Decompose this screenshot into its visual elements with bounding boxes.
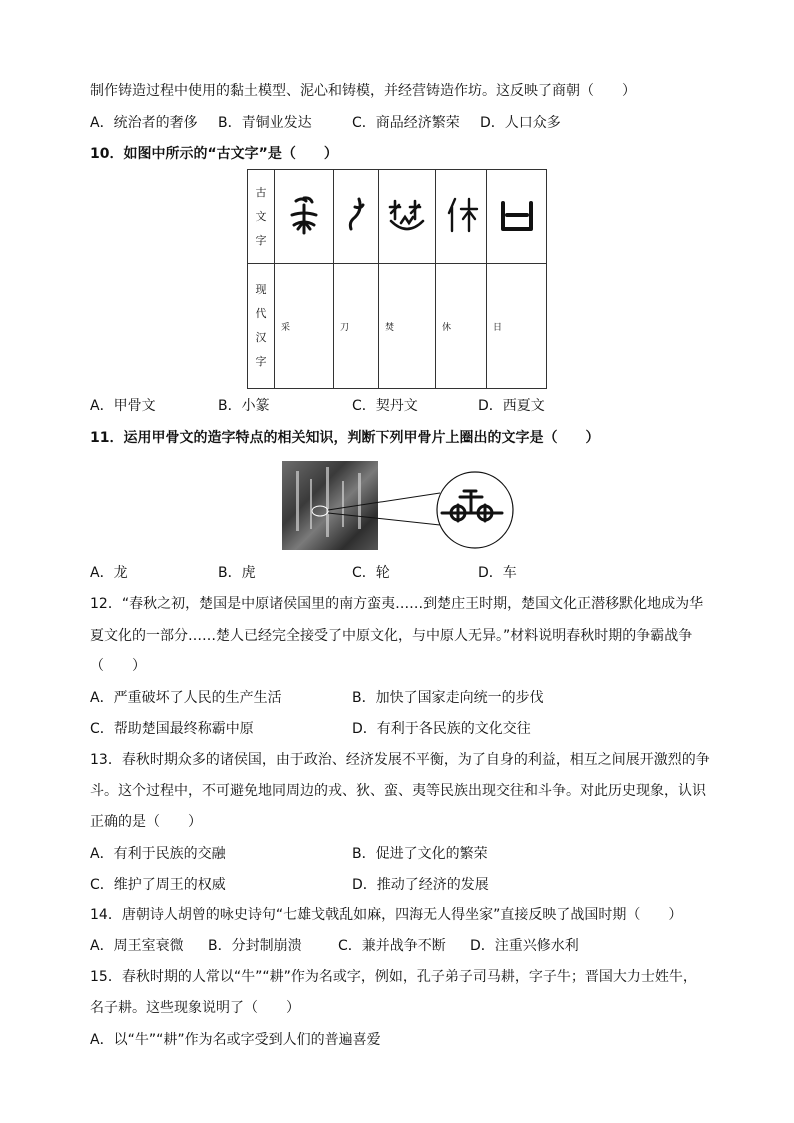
q13-stem-line2: 斗。这个过程中，不可避免地同周边的戎、狄、蛮、夷等民族出现交往和斗争。对此历史现象，认识 bbox=[90, 783, 706, 799]
q12-option-d: D．有利于各民族的文化交往 bbox=[352, 721, 531, 737]
q12-option-c: C．帮助楚国最终称霸中原 bbox=[90, 721, 254, 737]
row-label-modern: 现 代 汉 字 bbox=[248, 264, 275, 389]
q12-stem-line2: 夏文化的一部分……楚人已经完全接受了中原文化，与中原人无异。”材料说明春秋时期的争霸战争 bbox=[90, 628, 693, 644]
modern-char-fen: 焚 bbox=[379, 264, 436, 389]
q9-option-a: A．统治者的奢侈 bbox=[90, 115, 198, 131]
q13-stem-line3: 正确的是（ ） bbox=[90, 814, 202, 830]
q12-option-b: B．加快了国家走向统一的步伐 bbox=[352, 690, 544, 706]
q13-option-b: B．促进了文化的繁荣 bbox=[352, 846, 488, 862]
q10-option-a: A．甲骨文 bbox=[90, 398, 156, 414]
q13-stem-line1: 13．春秋时期众多的诸侯国，由于政治、经济发展不平衡，为了自身的利益，相互之间展开激烈的争 bbox=[90, 752, 710, 768]
row-label-ancient: 古 文 字 bbox=[248, 170, 275, 264]
q11-option-c: C．轮 bbox=[352, 565, 390, 581]
q15-option-a: A．以“牛”“耕”作为名或字受到人们的普遍喜爱 bbox=[90, 1032, 381, 1048]
modern-char-dao: 刀 bbox=[334, 264, 379, 389]
q12-option-a: A．严重破坏了人民的生产生活 bbox=[90, 690, 282, 706]
q13-option-a: A．有利于民族的交融 bbox=[90, 846, 226, 862]
q11-option-a: A．龙 bbox=[90, 565, 128, 581]
q9-option-d: D．人口众多 bbox=[480, 115, 561, 131]
glyph-ri-icon bbox=[487, 170, 547, 264]
q13-option-c: C．维护了周王的权威 bbox=[90, 877, 226, 893]
q10-option-d: D．西夏文 bbox=[478, 398, 545, 414]
modern-char-xiu: 休 bbox=[436, 264, 487, 389]
glyph-cai-icon bbox=[275, 170, 334, 264]
q11-option-d: D．车 bbox=[478, 565, 517, 581]
q12-stem-line1: 12．“春秋之初，楚国是中原诸侯国里的南方蛮夷……到楚庄王时期，楚国文化正潜移默化地成为华 bbox=[90, 596, 704, 612]
q12-stem-line3: （ ） bbox=[90, 658, 146, 674]
q10-option-c: C．契丹文 bbox=[352, 398, 418, 414]
q10-option-b: B．小篆 bbox=[218, 398, 270, 414]
q11-stem: 11．运用甲骨文的造字特点的相关知识，判断下列甲骨片上圈出的文字是（ ） bbox=[90, 430, 600, 446]
q15-stem-line2: 名子耕。这些现象说明了（ ） bbox=[90, 1000, 300, 1016]
glyph-xiu-icon bbox=[436, 170, 487, 264]
q14-option-a: A．周王室衰微 bbox=[90, 938, 184, 954]
modern-char-ri: 日 bbox=[487, 264, 547, 389]
q11-option-b: B．虎 bbox=[218, 565, 256, 581]
q9-stem-continuation: 制作铸造过程中使用的黏土模型、泥心和铸模，并经营铸造作坊。这反映了商朝（ ） bbox=[90, 83, 636, 99]
glyph-fen-icon bbox=[379, 170, 436, 264]
q14-stem: 14．唐朝诗人胡曾的咏史诗句“七雄戈戟乱如麻，四海无人得坐家”直接反映了战国时期（ ） bbox=[90, 907, 683, 923]
q9-option-b: B．青铜业发达 bbox=[218, 115, 312, 131]
glyph-dao-icon bbox=[334, 170, 379, 264]
q14-option-b: B．分封制崩溃 bbox=[208, 938, 302, 954]
q14-option-d: D．注重兴修水利 bbox=[470, 938, 579, 954]
q10-stem: 10．如图中所示的“古文字”是（ ） bbox=[90, 146, 338, 162]
ancient-script-table bbox=[247, 169, 547, 389]
q15-stem-line1: 15．春秋时期的人常以“牛”“耕”作为名或字，例如，孔子弟子司马耕，字子牛；晋国大力士姓牛， bbox=[90, 969, 697, 985]
q14-option-c: C．兼并战争不断 bbox=[338, 938, 446, 954]
oracle-bone-callout-icon bbox=[280, 463, 520, 559]
q13-option-d: D．推动了经济的发展 bbox=[352, 877, 489, 893]
q9-option-c: C．商品经济繁荣 bbox=[352, 115, 460, 131]
modern-char-cai: 采 bbox=[275, 264, 334, 389]
